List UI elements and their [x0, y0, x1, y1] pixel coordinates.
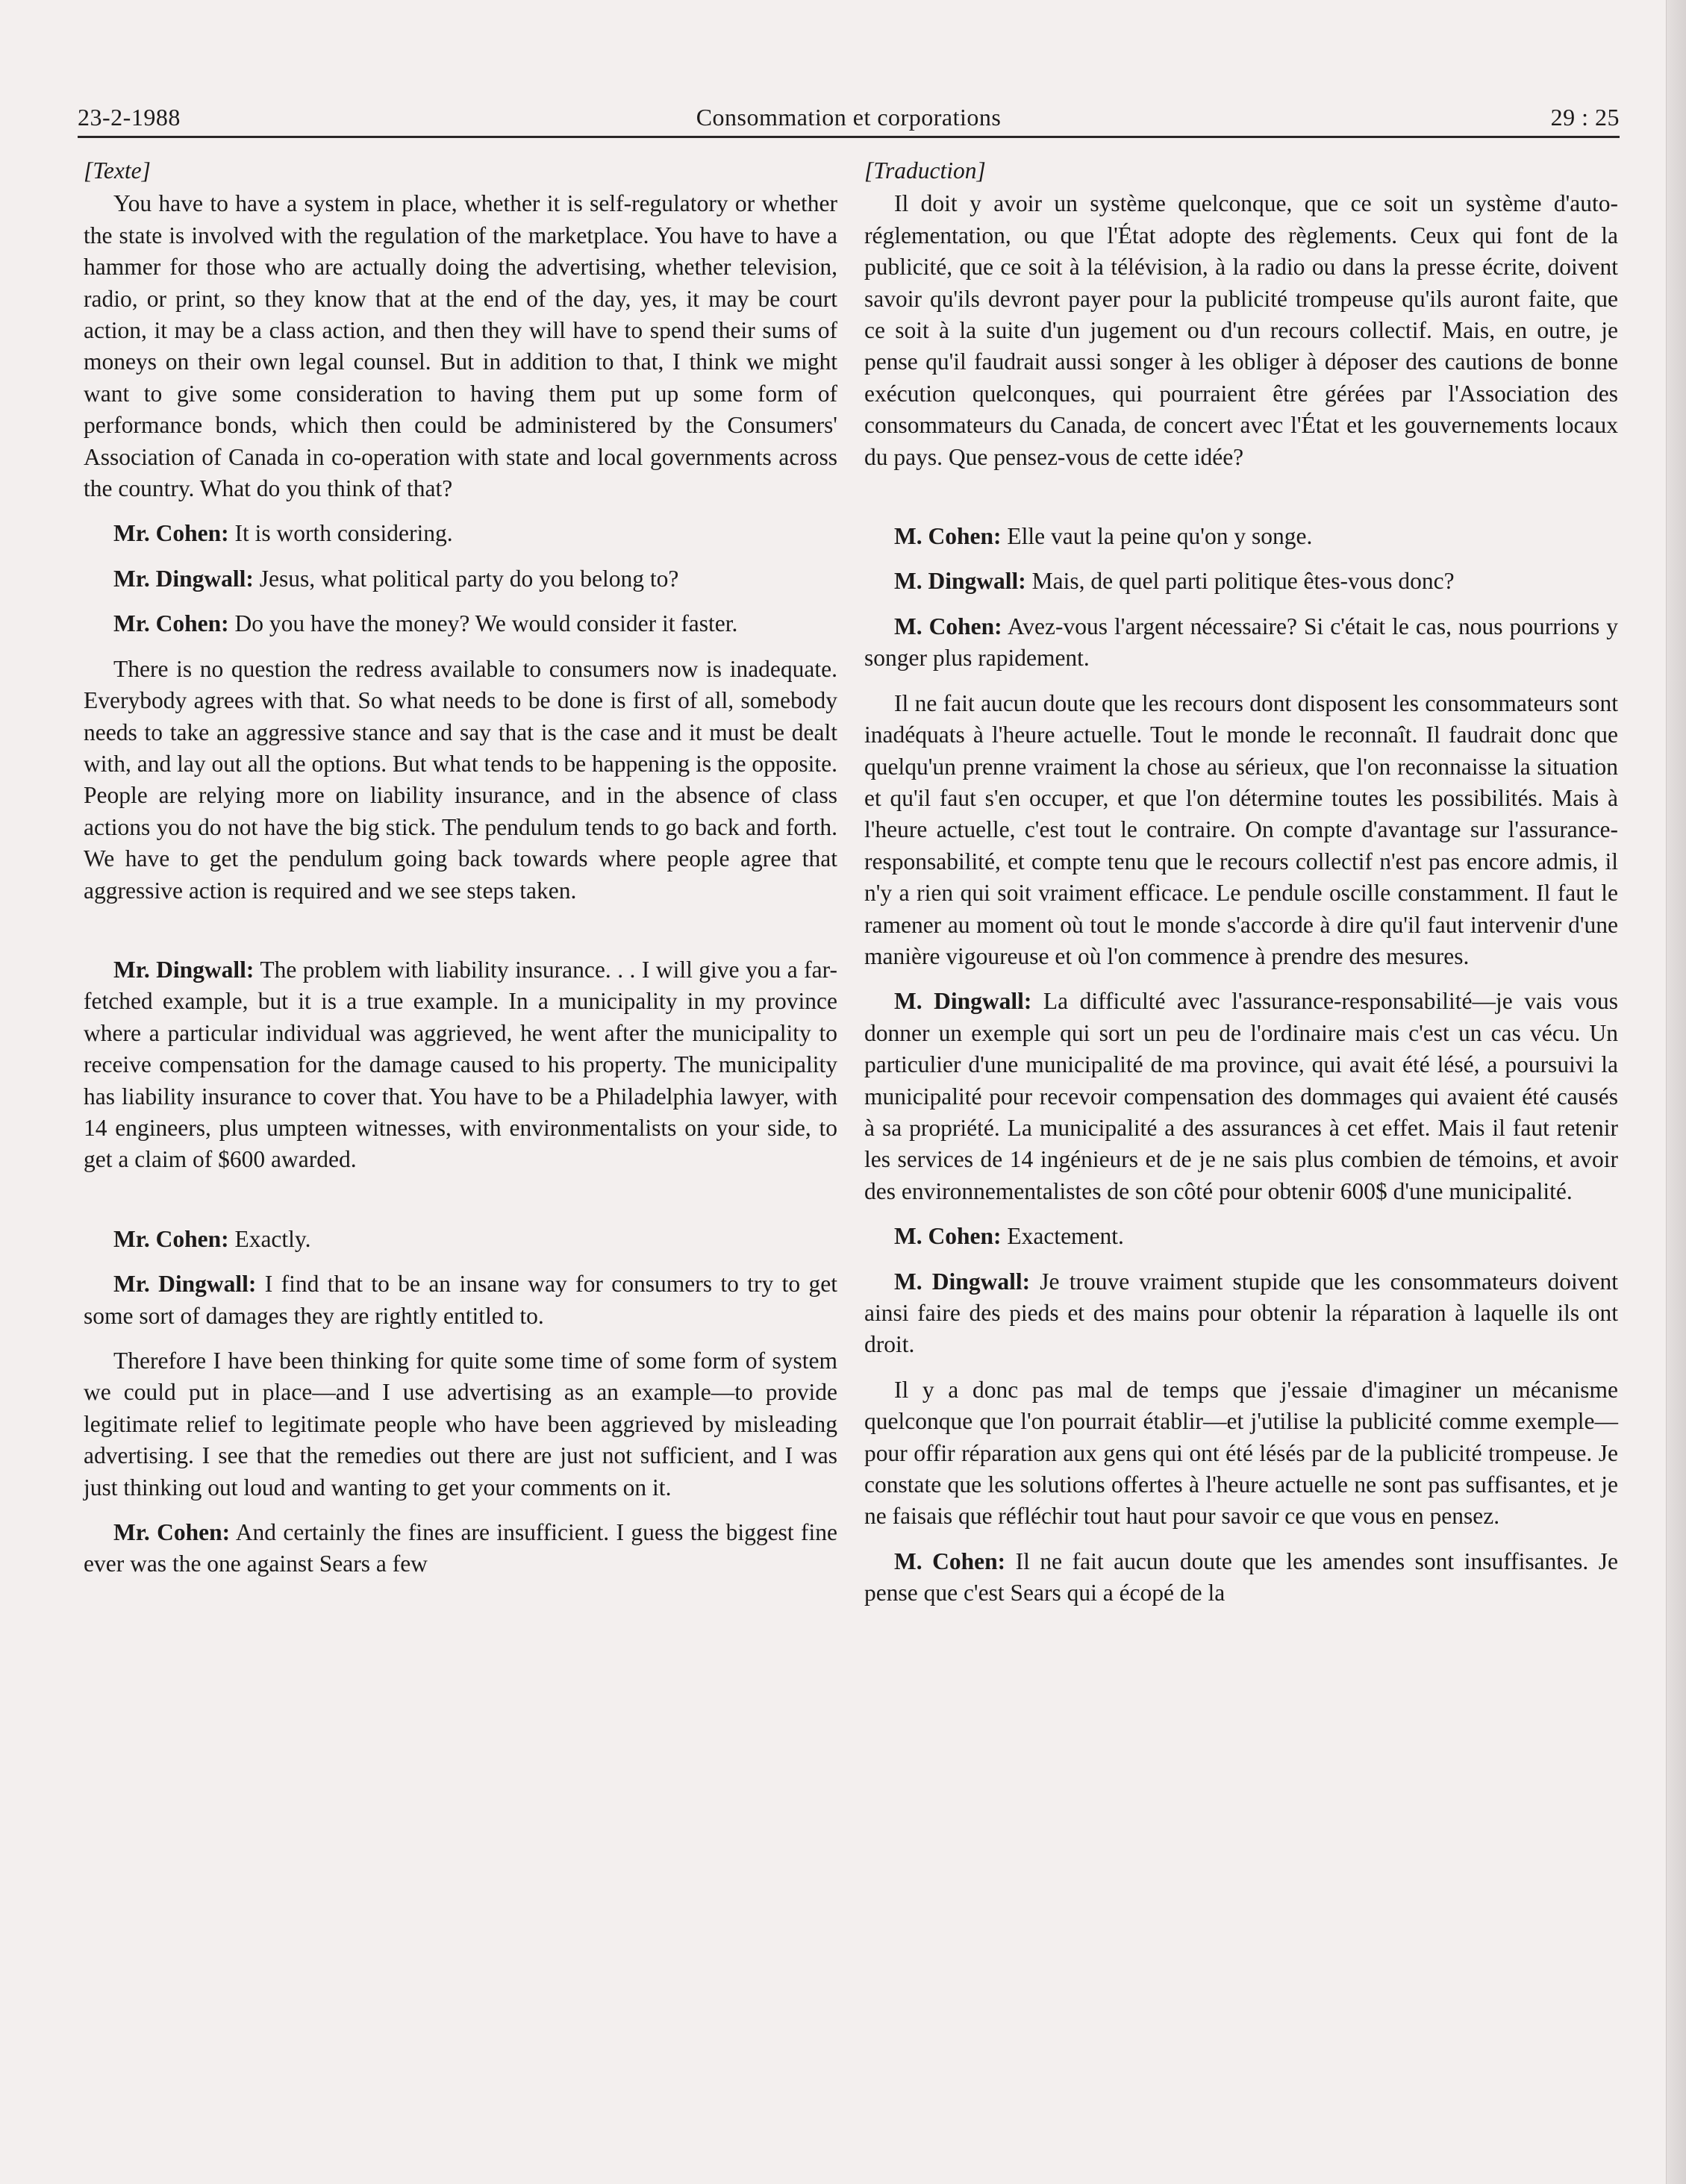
paragraph — [84, 1224, 837, 1255]
paragraph — [84, 1268, 837, 1332]
paragraph-text: Il y a donc pas mal de temps que j'essaie d'imaginer un mécanisme quelconque que l'on pourrait établir—et j'utilise la publicité comme exemple—pour offir réparation aux gens qui ont été lésés par de la publicité trompeuse. Je constate que les solutions offertes à l'heure actuelle ne sont pas suffisantes, et je ne faisais que réfléchir tout haut pour savoir ce que vous en pensez. — [864, 1376, 1618, 1530]
translation-label: [Traduction] — [864, 157, 986, 184]
paragraph — [864, 521, 1618, 552]
speaker: Mr. Cohen: — [113, 1519, 231, 1546]
paragraph-text: Il ne fait aucun doute que les recours dont disposent les consommateurs sont inadéquats à l'heure actuelle. Tout le monde le reconnaît. Il faudrait donc que quelqu'un prenne vraiment la chose au sérieux, que l'on reconnaisse la situation et qu'il faut s'en occuper, et que l'on détermine toutes les possibilités. Mais à l'heure actuelle, c'est tout le contraire. On compte d'avantage sur l'assurance-responsabilité, et compte tenu que le recours collectif n'est pas encore admis, il n'y a rien qui soit vraiment efficace. Le pendule oscille constamment. Il faut le ramener au moment où tout le monde s'accorde à dire qu'il faut intervenir d'une manière vigoureuse et où l'on commence à prendre des mesures. — [864, 689, 1618, 969]
paragraph-text: La difficulté avec l'assurance-responsabilité—je vais vous donner un exemple qui sort un peu de l'ordinaire mais c'est un cas vécu. Un particulier d'une municipalité de ma province, qui avait été lésé, a poursuivi la municipalité pour recevoir compensation des dommages qui avaient été causés à sa propriété. La municipalité a des assurances à cet effet. Mais il faut retenir les services de 14 ingénieurs et de je ne sais plus combien de témoins, et avoir des environnementalistes de son côté pour obtenir 600$ d'une municipalité. — [864, 988, 1618, 1204]
paragraph-text: Mais, de quel parti politique êtes-vous donc? — [1025, 568, 1455, 595]
paragraph-text: Exactly. — [228, 1225, 311, 1252]
speaker: M. Cohen: — [894, 523, 1002, 550]
paragraph-text: Il ne fait aucun doute que les amendes sont insuffisantes. Je pense que c'est Sears qui a écopé de la — [864, 1548, 1618, 1606]
header-date: 23-2-1988 — [78, 104, 181, 131]
speaker: Mr. Cohen: — [113, 1225, 229, 1252]
paragraph — [84, 563, 837, 595]
paragraph — [864, 986, 1618, 1207]
paragraph — [864, 611, 1618, 675]
paragraph-text: Avez-vous l'argent nécessaire? Si c'était le cas, nous pourrions y songer plus rapidement. — [864, 613, 1618, 672]
page-edge — [1666, 0, 1686, 2184]
french-column — [864, 155, 1618, 1609]
header-page-number: 29 : 25 — [1550, 104, 1620, 131]
paragraph-text: Elle vaut la peine qu'on y songe. — [1001, 523, 1313, 550]
paragraph-text: There is no question the redress available to consumers now is inadequate. Everybody agrees with that. So what needs to be done is first of all, somebody needs to take an aggressive stance and say that is the case and it must be dealt with, and lay out all the options. But what tends to be happening is the opposite. People are relying more on liability insurance, and in the absence of class actions you do not have the big stick. The pendulum tends to go back and forth. We have to get the pendulum going back towards where people agree that aggressive action is required and we see steps taken. — [84, 655, 837, 904]
paragraph-text: And certainly the fines are insufficient. I guess the biggest fine ever was the one against Sears a few — [84, 1519, 837, 1577]
text-label: [Texte] — [84, 157, 151, 184]
paragraph — [864, 566, 1618, 597]
paragraph-text: Je trouve vraiment stupide que les consommateurs doivent ainsi faire des pieds et des mains pour obtenir la réparation à laquelle ils ont droit. — [864, 1268, 1619, 1358]
paragraph-text: Il doit y avoir un système quelconque, que ce soit un système d'auto-réglementation, ou que l'État adopte des règlements. Ceux qui font de la publicité, que ce soit à la télévision, à la radio ou dans la presse écrite, doivent savoir qu'ils devront payer pour la publicité trompeuse qu'ils auront faite, que ce soit à la suite d'un jugement ou d'un recours collectif. Mais, en outre, je pense qu'il faudrait aussi songer à les obliger à déposer des cautions de bonne exécution quelconques, qui pourraient être gérées par l'Association des consommateurs du Canada, de concert avec l'État et les gouvernements locaux du pays. Que pensez-vous de cette idée? — [864, 190, 1618, 470]
paragraph-text: Do you have the money? We would consider it faster. — [228, 610, 738, 637]
paragraph — [84, 188, 837, 504]
paragraph-text: Therefore I have been thinking for quite some time of some form of system we could put in place—and I use advertising as an example—to provide legitimate relief to legitimate people who have been aggrieved by misleading advertising. I see that the remedies out there are just not sufficient, and I was just thinking out loud and wanting to get your comments on it. — [84, 1348, 837, 1501]
paragraph — [864, 1546, 1618, 1609]
paragraph-text: I find that to be an insane way for consumers to try to get some sort of damages they are rightly entitled to. — [84, 1271, 837, 1329]
paragraph-text: The problem with liability insurance. . . I will give you a far-fetched example, but it is a true example. In a municipality in my province where a particular individual was aggrieved, he went after the municipality to receive compensation for the damage caused to his property. The municipality has liability insurance to cover that. You have to be a Philadelphia lawyer, with 14 engineers, plus umpteen witnesses, with environmentalists on your side, to get a claim of $600 awarded. — [84, 956, 837, 1173]
paragraph-text: Exactement. — [1001, 1223, 1124, 1250]
speaker: Mr. Dingwall: — [113, 956, 255, 983]
running-header — [78, 97, 1620, 138]
speaker: Mr. Dingwall: — [113, 1271, 257, 1298]
paragraph — [84, 654, 837, 907]
paragraph — [864, 1221, 1618, 1252]
paragraph — [84, 954, 837, 1176]
paragraph-text: It is worth considering. — [228, 520, 453, 547]
paragraph — [864, 688, 1618, 973]
english-column — [84, 155, 837, 1580]
speaker: Mr. Cohen: — [113, 520, 229, 547]
paragraph — [84, 608, 837, 639]
paragraph — [84, 518, 837, 549]
paragraph-text: Jesus, what political party do you belong to? — [253, 565, 679, 592]
paragraph — [864, 188, 1618, 473]
paragraph — [864, 1374, 1618, 1533]
speaker: Mr. Cohen: — [113, 610, 229, 637]
speaker: M. Dingwall: — [894, 568, 1026, 595]
header-title: Consommation et corporations — [696, 104, 1002, 131]
speaker: M. Cohen: — [894, 613, 1002, 639]
paragraph — [84, 1517, 837, 1580]
speaker: Mr. Dingwall: — [113, 565, 254, 592]
speaker: M. Cohen: — [894, 1548, 1006, 1574]
paragraph — [84, 1345, 837, 1504]
paragraph-text: You have to have a system in place, whether it is self-regulatory or whether the state is involved with the regulation of the marketplace. You have to have a hammer for those who are actually doing the advertising, whether television, radio, or print, so they know that at the end of the day, yes, it may be court action, it may be a class action, and then they will have to spend their sums of moneys on their own legal counsel. But in addition to that, I think we might want to give some consideration to having them put up some form of performance bonds, which then could be administered by the Consumers' Association of Canada in co-operation with state and local governments across the country. What do you think of that? — [84, 190, 837, 502]
speaker: M. Cohen: — [894, 1223, 1002, 1250]
speaker: M. Dingwall: — [894, 988, 1032, 1015]
speaker: M. Dingwall: — [894, 1268, 1031, 1295]
paragraph — [864, 1266, 1618, 1361]
